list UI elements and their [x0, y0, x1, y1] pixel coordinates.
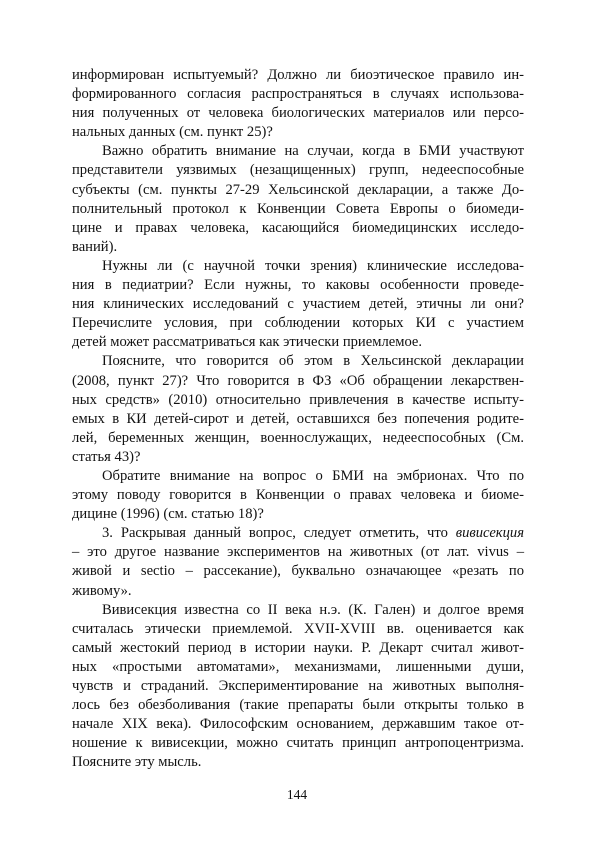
line	[72, 639, 524, 658]
line	[72, 123, 524, 142]
paragraph	[72, 66, 524, 142]
text-line: – это другое название экспериментов на животных (от лат. vivus –	[72, 544, 524, 561]
text-line: (2008, пункт 27)? Что говорится в ФЗ «Об обращении лекарствен-	[72, 372, 524, 389]
text-line: Поясните, что говорится об этом в Хельсинской декларации	[102, 353, 524, 370]
line	[72, 257, 524, 276]
text-line: Вивисекция известна со II века н.э. (К. Гален) и долгое время	[102, 601, 524, 618]
text-line: формированного согласия распространяться в случаях использова-	[72, 86, 524, 103]
line	[72, 85, 524, 104]
text-line: 3. Раскрывая данный вопрос, следует отметить, что	[102, 525, 456, 542]
paragraph	[72, 352, 524, 467]
paragraph	[72, 257, 524, 352]
line	[72, 352, 524, 371]
line	[72, 161, 524, 180]
line	[72, 562, 524, 581]
text-line: нальных данных (см. пункт 25)?	[72, 124, 273, 141]
line	[72, 658, 524, 677]
text-line: Важно обратить внимание на случаи, когда в БМИ участвуют	[102, 143, 524, 160]
line	[72, 753, 524, 772]
text-line: лей, беременных женщин, военнослужащих, недееспособных (См.	[72, 429, 524, 446]
text-line: Перечислите условия, при соблюдении которых КИ с участием	[72, 315, 524, 332]
text-line: живой и sectio – рассекание), буквально означающее «резать по	[72, 563, 524, 580]
text-line: Поясните эту мысль.	[72, 754, 202, 771]
line	[72, 104, 524, 123]
text-line: считалась этически приемлемой. XVII-XVIII вв. оценивается как	[72, 620, 524, 637]
paragraph	[72, 467, 524, 524]
line	[72, 601, 524, 620]
text-line: ния полученных от человека биологических материалов или персо-	[72, 105, 524, 122]
line	[72, 486, 524, 505]
line	[72, 391, 524, 410]
text-line: лось без обезболивания (такие препараты были открыты только в	[72, 697, 524, 714]
text-line: емых в КИ детей-сирот и детей, оставшихся без попечения родите-	[72, 410, 524, 427]
line	[72, 219, 524, 238]
line	[72, 429, 524, 448]
text-line: информирован испытуемый? Должно ли биоэтическое правило ин-	[72, 67, 524, 83]
text-line: этому поводу говорится в Конвенции о правах человека и биоме-	[72, 487, 524, 504]
text-line: ношение к вивисекции, можно считать принцип антропоцентризма.	[72, 735, 524, 752]
line	[72, 333, 524, 352]
paragraph	[72, 142, 524, 257]
text-line: живому».	[72, 582, 132, 599]
line	[72, 734, 524, 753]
line	[72, 238, 524, 257]
text-line: начале XIX века). Философским основанием, державшим такое от-	[72, 716, 524, 733]
line	[72, 620, 524, 639]
text-line: Обратите внимание на вопрос о БМИ на эмбрионах. Что по	[102, 467, 524, 484]
text-line: цине и правах человека, касающийся биомедицинских исследо-	[72, 219, 524, 236]
line	[72, 524, 524, 543]
line	[72, 696, 524, 715]
line	[72, 677, 524, 696]
line	[72, 582, 524, 601]
text-line: дицине (1996) (см. статью 18)?	[72, 506, 264, 523]
line	[72, 505, 524, 524]
line	[72, 66, 524, 85]
line	[72, 314, 524, 333]
text-line: ных средств» (2010) относительно привлечения в качестве испыту-	[72, 391, 524, 408]
line	[72, 467, 524, 486]
text-line: самый жестокий период в истории науки. Р. Декарт считал живот-	[72, 639, 524, 656]
line	[72, 448, 524, 467]
paragraph	[72, 524, 524, 600]
text-line: субъекты (см. пункты 27-29 Хельсинской декларации, а также До-	[72, 181, 524, 198]
page-number: 144	[286, 787, 308, 802]
line	[72, 543, 524, 562]
text-line: чувств и страданий. Экспериментирование на животных выполня-	[72, 678, 524, 694]
line	[72, 142, 524, 161]
text-line: ных «простыми автоматами», механизмами, лишенными души,	[72, 658, 524, 675]
text-line: Нужны ли (с научной точки зрения) клинические исследова-	[102, 257, 524, 274]
line	[72, 295, 524, 314]
line	[72, 715, 524, 734]
text-line: полнительный протокол к Конвенции Совета Европы о биомеди-	[72, 200, 524, 217]
page-body	[72, 66, 524, 772]
text-line: ния в педиатрии? Если нужны, то каковы особенности проведе-	[72, 277, 524, 294]
text-line: статья 43)?	[72, 448, 141, 465]
paragraph	[72, 601, 524, 773]
italic-term: вивисекция	[455, 525, 524, 542]
line	[72, 372, 524, 391]
text-line: представители уязвимых (незащищенных) групп, недееспособные	[72, 162, 524, 179]
text-line: ния клинических исследований с участием детей, этичны ли они?	[72, 296, 524, 313]
line	[72, 200, 524, 219]
text-line: детей может рассматриваться как этически приемлемое.	[72, 334, 423, 351]
text-line: ваний).	[72, 238, 118, 255]
line	[72, 181, 524, 200]
line	[72, 410, 524, 429]
line	[72, 276, 524, 295]
